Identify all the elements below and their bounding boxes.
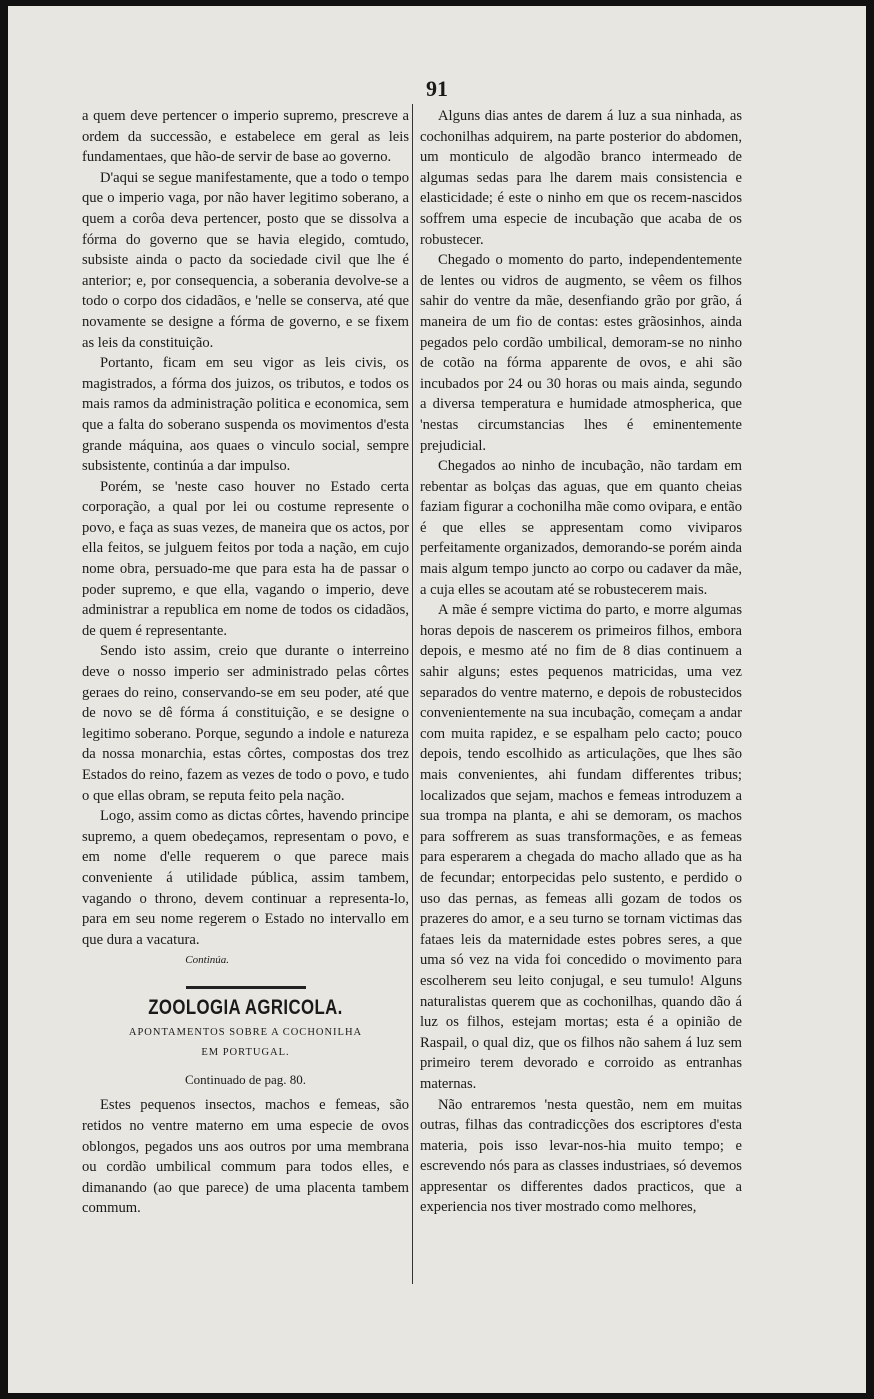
- paragraph: Portanto, ficam em seu vigor as leis civis, os magistrados, a fórma dos juizos, os tributos, e todos os mais ramos da administração politica e economica, sem que a falta do soberano suspenda os movimentos d'esta grande máquina, aos quaes o vinculo social, sempre subsistente, continúa a dar impulso.: [82, 355, 409, 475]
- paragraph: Sendo isto assim, creio que durante o interreino deve o nosso imperio ser administrado pelas côrtes geraes do reino, conservando-se em seu poder, até que de novo se dê fórma á constituição, e se designe o legitimo soberano. Porque, segundo a indole e natureza da nossa monarchia, estas côrtes, compostas dos trez Estados do reino, fazem as vezes de todo o povo, e tudo o que ellas obram, se reputa feito pela nação.: [82, 643, 409, 804]
- paragraph: Alguns dias antes de darem á luz a sua ninhada, as cochonilhas adquirem, na parte posterior do abdomen, um monticulo de algodão branco intermeado de algumas sedas para lhe darem mais consistencia e elasticidade; é este o ninho em que os recem-nascidos soffrem uma especie de incubação que acaba de os robustecer.: [420, 108, 742, 248]
- column-rule: [412, 104, 413, 1284]
- section-title: ZOOLOGIA AGRICOLA.: [148, 996, 343, 1020]
- paragraph: D'aqui se segue manifestamente, que a todo o tempo que o imperio vaga, por não haver legitimo soberano, a quem a corôa deva pertencer, posto que se dissolva a fórma do governo que se havia elegido, comtudo, subsiste ainda o pacto da sociedade civil que lhe é anterior; e, por consequencia, a soberania devolve-se a todo o corpo dos cidadãos, e 'nelle se conserva, até que novamente se designe a fórma de governo, e se fixem as leis da constituição.: [82, 169, 409, 351]
- left-column: [82, 106, 409, 1219]
- paragraph: Não entraremos 'nesta questão, nem em muitas outras, filhas das contradicções dos escriptores d'esta materia, pois isso levar-nos-hia muito tempo; e escrevendo nós para as classes industriaes, só devemos appresentar os differentes dados practicos, que a experiencia nos tiver mostrado como melhores,: [420, 1096, 742, 1216]
- section-divider: [186, 986, 306, 989]
- right-column: [420, 106, 742, 1218]
- paragraph: Logo, assim como as dictas côrtes, havendo principe supremo, a quem obedeçamos, representam o povo, e em nome d'elle requerem o que parece mais conveniente á utilidade pública, assim tambem, vagando o throno, devem continuar a representa-lo, para em seu nome regerem o Estado no intervallo em que dura a vacatura.: [82, 808, 409, 948]
- paragraph: Estes pequenos insectos, machos e femeas, são retidos no ventre materno em uma especie de ovos oblongos, pegados uns aos outros por uma membrana ou cordão umbilical commum para todos elles, e dimanando (ao que parece) de uma placenta tambem commum.: [82, 1097, 409, 1217]
- section-subtitle: APONTAMENTOS SOBRE A COCHONILHA: [128, 1027, 363, 1039]
- paragraph: A mãe é sempre victima do parto, e morre algumas horas depois de nascerem os primeiros filhos, embora depois, e mesmo até no fim de 8 dias continuem a sahir alguns; estes pequenos matricidas, uma vez separados do ventre materno, e depois de robustecidos convenientemente na sua incubação, começam a andar com muita rapidez, e se espalham pelo cacto; pouco depois, tendo escolhido as articulações, que lhes são mais convenientes, ahi fundam differentes tribus; localizados que sejam, machos e femeas introduzem a sua trompa na planta, e ahi se demoram, os machos para soffrerem as suas transformações, e as femeas para esperarem a chegada do macho allado que as ha de fecundar; entorpecidas pelo sustento, e perdido o uso das pernas, as femeas alli gozam de todos os prazeres do amor, e a seu turno se tornam victimas das fataes leis da maternidade estes pobres seres, a que uma só vez na vida foi concedido o movimento para escolherem seu leito conjugal, e seu tumulo! Alguns naturalistas querem que as cochonilhas, quando dão á luz os filhos, estejam mortas; esta é a opinião de Raspail, o qual diz, que os filhos não sahem á luz sem primeiro terem devorado e corroido as entranhas maternas.: [420, 602, 742, 1092]
- paragraph: a quem deve pertencer o imperio supremo, prescreve a ordem da successão, e estabelece em geral as leis fundamentaes, que hão-de servir de base ao governo.: [82, 108, 409, 166]
- paragraph: Porém, se 'neste caso houver no Estado certa corporação, a qual por lei ou costume represente o povo, e faça as suas vezes, de maneira que os actos, por ella feitos, se julguem feitos por toda a nação, em cujo nome obra, persuado-me que para esta ha de passar o poder supremo, e que ella, vagando o imperio, deve administrar a republica em nome de todos os cidadãos, de quem é representante.: [82, 478, 409, 639]
- page-number: 91: [426, 76, 448, 101]
- paragraph: Chegado o momento do parto, independentemente de lentes ou vidros de augmento, se vêem os filhos sahir do ventre da mãe, desenfiando grão por grão, á maneira de um fio de contas: estes grãosinhos, ainda pegados pelo cordão umbilical, demoram-se no ninho de cotão na fórma apparente de ovos, e ahi são incubados por 24 ou 30 horas ou mais ainda, segundo a diversa temperatura e humidade atmospherica, que 'nestas circumstancias lhes é eminentemente prejudicial.: [420, 252, 742, 454]
- section-subtitle: EM PORTUGAL.: [201, 1047, 290, 1059]
- continua-note: Continúa.: [185, 954, 229, 967]
- continued-from-note: Continuado de pag. 80.: [185, 1072, 306, 1088]
- newspaper-page: [8, 6, 866, 1393]
- paragraph: Chegados ao ninho de incubação, não tardam em rebentar as bolças das aguas, que em quanto cheias faziam figurar a cochonilha mãe como ovipara, e então é que elles se appresentam como viviparos perfeitamente organizados, demorando-se porém ainda mais algum tempo juncto ao corpo ou cadaver da mãe, a cuja elles se acoutam até se robustecerem mais.: [420, 458, 742, 598]
